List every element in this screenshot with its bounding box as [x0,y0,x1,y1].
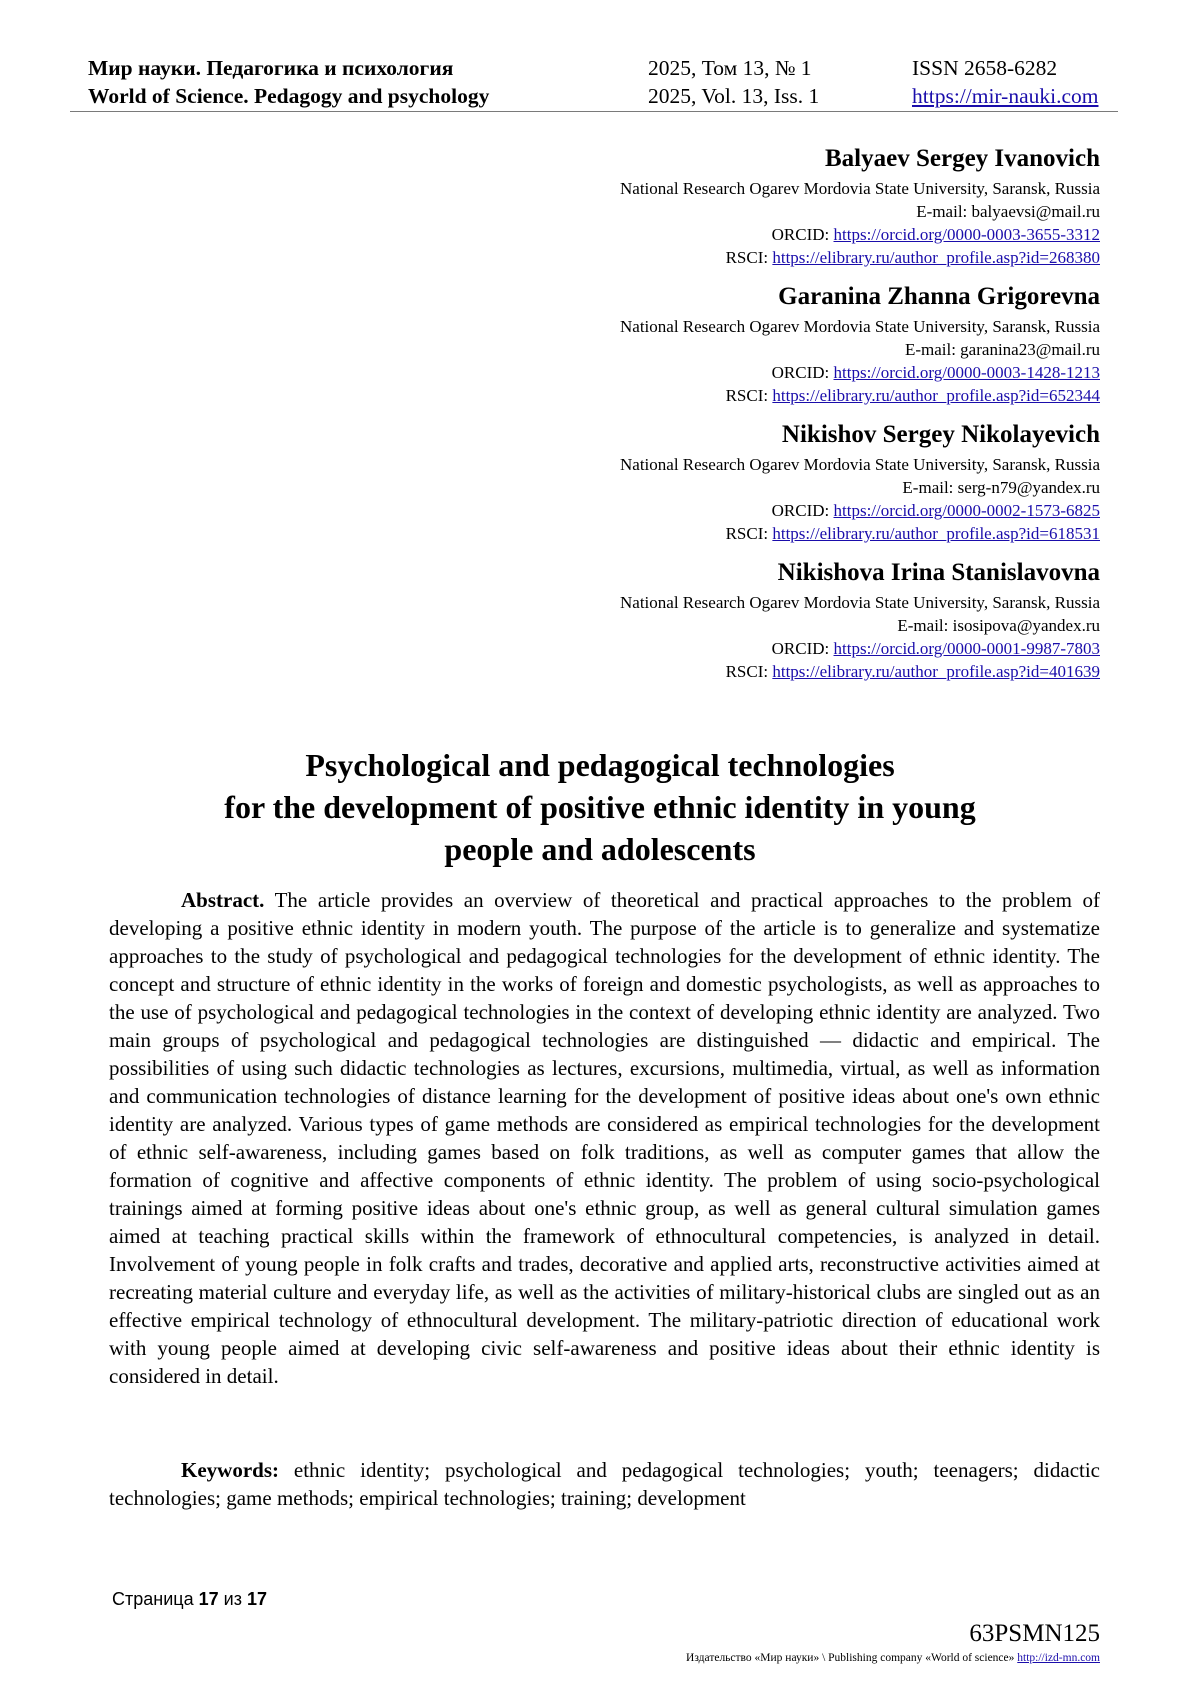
authors-list [400,143,1100,695]
rsci-label: RSCI: [725,524,769,543]
author-affiliation: National Research Ogarev Mordovia State University, Saransk, Russia [620,593,1100,612]
journal-name-en: World of Science. Pedagogy and psychology [88,84,490,108]
issue-ru: 2025, Том 13, № 1 [648,56,812,80]
rsci-label: RSCI: [725,386,769,405]
author-rsci-line [400,246,1100,269]
journal-header [70,50,1118,112]
rsci-label: RSCI: [725,248,769,267]
author-email: E-mail: garanina23@mail.ru [904,340,1100,359]
author-orcid-line [400,637,1100,660]
journal-name-block [88,54,489,110]
rsci-link[interactable]: https://elibrary.ru/author_profile.asp?id=652344 [772,386,1100,405]
author-block [400,419,1100,545]
author-email: E-mail: serg-n79@yandex.ru [902,478,1100,497]
issue-block [648,54,819,110]
author-affiliation: National Research Ogarev Mordovia State University, Saransk, Russia [620,455,1100,474]
abstract-label: Abstract. [181,888,265,912]
article-title [100,744,1100,870]
author-email: E-mail: isosipova@yandex.ru [897,616,1100,635]
publisher-text: Издательство «Мир науки» \ Publishing company «World of science» [686,1652,1015,1664]
keywords-text: ethnic identity; psychological and pedagogical technologies; youth; teenagers; didactic technologies; game methods; empirical technologies; training; development [109,1458,1100,1510]
rsci-link[interactable]: https://elibrary.ru/author_profile.asp?id=268380 [772,248,1100,267]
author-block [400,557,1100,683]
author-email: E-mail: balyaevsi@mail.ru [916,202,1100,221]
author-orcid-line [400,361,1100,384]
author-affiliation: National Research Ogarev Mordovia State University, Saransk, Russia [620,179,1100,198]
rsci-label: RSCI: [725,662,769,681]
abstract-paragraph [109,886,1100,1390]
author-rsci-line [400,660,1100,683]
issn-block [912,54,1098,110]
orcid-link[interactable]: https://orcid.org/0000-0001-9987-7803 [833,639,1100,658]
page-total: 17 [246,1589,268,1609]
author-name: Garanina Zhanna Grigorevna [778,283,1100,310]
article-code: 63PSMN125 [969,1620,1100,1647]
orcid-link[interactable]: https://orcid.org/0000-0002-1573-6825 [833,501,1100,520]
issn: ISSN 2658-6282 [912,56,1058,80]
page-current: 17 [198,1589,219,1609]
rsci-link[interactable]: https://elibrary.ru/author_profile.asp?id=401639 [772,662,1100,681]
author-name: Nikishova Irina Stanislavovna [777,559,1100,586]
author-name: Nikishov Sergey Nikolayevich [781,421,1100,448]
keywords-label: Keywords: [181,1458,279,1482]
author-affiliation: National Research Ogarev Mordovia State University, Saransk, Russia [620,317,1100,336]
journal-url-link[interactable]: https://mir-nauki.com [912,84,1099,108]
author-orcid-line [400,223,1100,246]
orcid-label: ORCID: [771,363,830,382]
orcid-link[interactable]: https://orcid.org/0000-0003-1428-1213 [833,363,1100,382]
title-line: Psychological and pedagogical technologies [305,747,895,783]
orcid-label: ORCID: [771,225,830,244]
keywords-paragraph [109,1456,1100,1512]
author-rsci-line [400,522,1100,545]
rsci-link[interactable]: https://elibrary.ru/author_profile.asp?id=618531 [772,524,1100,543]
page-prefix: Страница [112,1589,194,1609]
orcid-link[interactable]: https://orcid.org/0000-0003-3655-3312 [833,225,1100,244]
publisher-line [686,1652,1100,1664]
orcid-label: ORCID: [771,639,830,658]
orcid-label: ORCID: [771,501,830,520]
author-block [400,143,1100,269]
page-number [112,1589,267,1610]
title-line: for the development of positive ethnic identity in young [224,789,976,825]
author-block [400,281,1100,407]
author-orcid-line [400,499,1100,522]
author-rsci-line [400,384,1100,407]
journal-name-ru: Мир науки. Педагогика и психология [88,56,454,80]
title-line: people and adolescents [444,831,756,867]
abstract-text: The article provides an overview of theoretical and practical approaches to the problem of developing a positive ethnic identity in modern youth. The purpose of the article is to generalize and systematize approaches to the study of psychological and pedagogical technologies for the development of ethnic identity. The concept and structure of ethnic identity in the works of foreign and domestic psychologists, as well as approaches to the use of psychological and pedagogical technologies in the context of developing ethnic identity are analyzed. Two main groups of psychological and pedagogical technologies are distinguished — didactic and empirical. The possibilities of using such didactic technologies as lectures, excursions, multimedia, virtual, as well as information and communication technologies of distance learning for the development of positive ideas about one's own ethnic identity are analyzed. Various types of game methods are considered as empirical technologies for the development of ethnic self-awareness, including games based on folk traditions, as well as computer games that allow the formation of cognitive and affective components of ethnic identity. The problem of using socio-psychological trainings aimed at forming positive ideas about one's ethnic group, as well as general cultural simulation games aimed at teaching practical skills within the framework of ethnocultural competencies, is analyzed in detail. Involvement of young people in folk crafts and trades, decorative and applied arts, reconstructive activities aimed at recreating material culture and everyday life, as well as the activities of military-historical clubs are singled out as an effective empirical technology of ethnocultural development. The military-patriotic direction of educational work with young people aimed at developing civic self-awareness and positive ideas about their ethnic identity is considered in detail. [109,888,1101,1388]
issue-en: 2025, Vol. 13, Iss. 1 [648,84,820,108]
page-separator: из [223,1589,242,1609]
publisher-link[interactable]: http://izd-mn.com [1017,1652,1100,1664]
author-name: Balyaev Sergey Ivanovich [825,145,1100,172]
